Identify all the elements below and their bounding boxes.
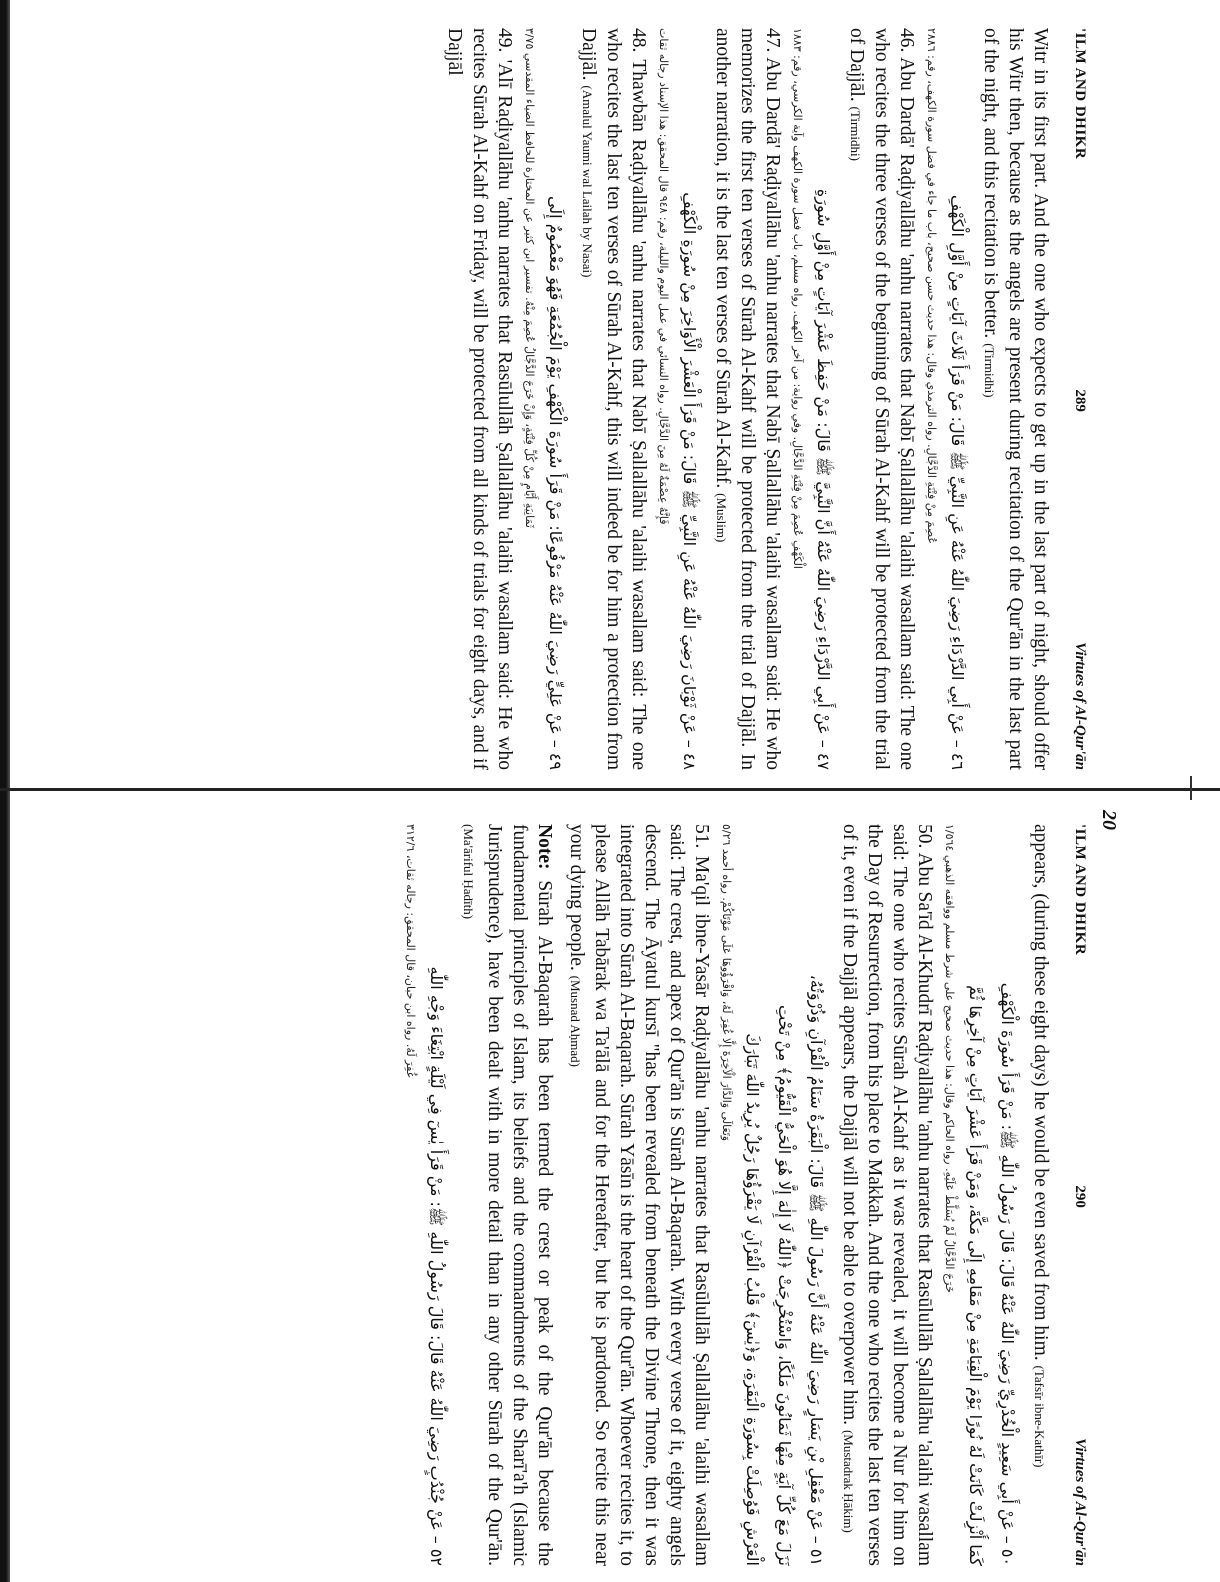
hadith-translation: 51. Ma'qil ibne-Yasār Raḍiyallāhu 'anhu narrates that Rasūlullāh Ṣallallāhu 'alaihi wasallam said: The crest, and apex of Qur'ān is Sūrah Al-Baqarah. With every verse of it, eighty angels descend. The Āyatul kursī "has been revealed from beneath the Divine Throne, then it was integrated into Sūrah Al-Baqarah. Sūrah Yāsīn is the heart of the Qur'ān. Whoever recites it, to please Allāh Tabārak wa Ta'ālā and for the Hereafter, but he is pardoned. So recite this near your dying people. (Musnad Aḥmad)	[566, 824, 712, 1566]
source-citation: (Tirmidhi)	[982, 343, 997, 398]
arabic-hadith: ٤٨ – عَنْ ثَوْبَانَ رَضِيَ اللّٰهُ عَنْهُ عَنِ النَّبِيِّ ﷺ قَالَ: مَنْ قَرَأَ الْعَشْرَ الْأَوَاخِرَ مِنْ سُورَةِ الْكَهْفِ	[680, 192, 699, 770]
arabic-hadith: الْعَرْشِ فَوُصِلَتْ بِسُورَةِ الْبَقَرَةِ، وَ﴿يٰسٓ﴾ قَلْبُ الْقُرْآنِ لَا يَقْرَؤُهَا رَجُلٌ يُرِيدُ اللّٰهَ تَبَارَكَ	[743, 1033, 762, 1566]
arabic-hadith: ٥٠ – عَنْ أَبِي سَعِيدٍ الْخُدْرِيِّ رَضِيَ اللّٰهُ عَنْهُ قَالَ: قَالَ رَسُولُ اللّٰهِ ﷺ: مَنْ قَرَأَ سُورَةَ الْكَهْفِ	[998, 982, 1017, 1566]
arabic-hadith: ٥١ – عَنْ مَعْقِلِ بْنِ يَسَارٍ رَضِيَ اللّٰهُ عَنْهُ أَنَّ رَسُولَ اللّٰهِ ﷺ قَالَ: الْبَقَرَةُ سَنَامُ الْقُرْآنِ وَذُرْوَتُهُ،	[807, 974, 826, 1566]
hadith-translation: 49. 'Alī Raḍiyallāhu 'anhu narrates that Rasūlullāh Ṣallallāhu 'alaihi wasallam said: He who recites Sūrah Al-Kahf on Friday, will be protected from all kinds of trials for eight days, and if Dajjāl	[444, 28, 515, 770]
source-citation: (Ma'āriful Ḥadīth)	[461, 824, 476, 920]
page-header	[1067, 28, 1092, 770]
arabic-hadith: كَمَا أُنْزِلَتْ كَانَتْ لَهُ نُورًا يَوْمَ الْقِيَامَةِ مِنْ مَقَامِهِ إِلَى مَكَّةَ، وَمَنْ قَرَأَ عَشْرَ آيَاتٍ مِنْ آخِرِهَا ثُمَّ	[966, 985, 985, 1566]
paragraph: Witr in its first part. And the one who expects to get up in the last part of night, should offer his Witr then, because as the angels are present during recitation of the Qur'ān in the last part of the night, and this recitation is better. (Tirmidhi)	[980, 28, 1051, 770]
paragraph: appears, (during these eight days) he would be even saved from him. (Tafsīr ibne-Kathīr)	[1030, 824, 1051, 1468]
hadith-translation: 50. Abu Sa'īd Al-Khudrī Raḍiyallāhu 'anhu narrates that Rasūlullāh Ṣallallāhu 'alaihi wasallam said: The one who recites Sūrah Al-Kahf as it was revealed, it will become a Nur for him on the Day of Resurrection, from his place to Makkah. And the one who recites the last ten verses of it, even if the Dajjāl appears, the Dajjāl will not be able to overpower him. (Mustadrak Ḥākim)	[839, 824, 935, 1566]
page-header	[1067, 824, 1092, 1566]
arabic-hadith: ٤٩ – عَنْ عَلِيٍّ رَضِيَ اللّٰهُ عَنْهُ مَرْفُوعًا: مَنْ قَرَأَ سُورَةَ الْكَهْفِ يَوْمَ الْجُمُعَةِ فَهُوَ مَعْصُومٌ إِلَى	[546, 195, 565, 770]
arabic-hadith: ٤٧ – عَنْ أَبِي الدَّرْدَاءِ رَضِيَ اللّٰهُ عَنْهُ أَنَّ النَّبِيَّ ﷺ قَالَ: مَنْ حَفِظَ عَشْرَ آيَاتٍ مِنْ أَوَّلِ سُورَةِ	[814, 188, 833, 770]
page-290	[55, 810, 1100, 1580]
hadith-translation: 48. Thawbān Raḍiyallāhu 'anhu narrates that Nabī Ṣallallāhu 'alaihi wasallam said: The one who recites the last ten verses of Sūrah Al-Kahf, this will indeed be for him a protection from Dajjāl. (Amalul Yaumi wal Lailah by Nasai)	[578, 28, 649, 770]
page-number: 289	[1072, 389, 1088, 412]
source-citation: (Tirmidhi)	[848, 106, 863, 161]
page-divider	[0, 788, 1220, 791]
source-citation: (Amalul Yaumi wal Lailah by Nasai)	[580, 85, 595, 278]
page-289	[55, 14, 1100, 784]
spine-marker: 20	[1098, 810, 1120, 830]
arabic-reference: فَإِنَّهُ عِصْمَةٌ لَهُ مِنَ الدَّجَّالِ. رواه النسائي في عمل اليوم والليلة، رقم: ٩٤٨ قال المحقق: هذا الإسناد رجاله ثقات	[657, 28, 670, 525]
note-label: Note:	[534, 824, 555, 870]
running-head-left: 'ILM AND DHIKR	[1072, 28, 1088, 160]
arabic-reference: الْكَهْفِ عُصِمَ مِنْ فِتْنَةِ الدَّجَّالِ. وفي رواية: من آخر الكهف. رواه مسلم، باب فضل سورة الكهف وآية الكرسي، رقم: ١٨٨٣	[791, 28, 804, 569]
arabic-reference: عُصِمَ مِنْ فِتْنَةِ الدَّجَّالِ. رواه الترمذي وقال: هذا حديث حسن صحيح، باب ما جاء في فضل سورة الكهف، رقم: ٢٨٨٦	[925, 28, 938, 544]
divider-tick	[1190, 776, 1192, 800]
arabic-hadith: ٤٦ – عَنْ أَبِي الدَّرْدَاءِ رَضِيَ اللّٰهُ عَنْهُ عَنِ النَّبِيِّ ﷺ قَالَ: مَنْ قَرَأَ ثَلَاثَ آيَاتٍ مِنْ أَوَّلِ الْكَهْفِ	[948, 194, 967, 770]
running-head-right: Virtues of Al-Qur'ān	[1072, 1438, 1088, 1566]
hadith-translation: 46. Abu Dardā' Raḍiyallāhu 'anhu narrates that Nabī Ṣallallāhu 'alaihi wasallam said: The one who recites the three verses of the beginning of Sūrah Al-Kahf will be protected from the trial of Dajjāl. (Tirmidhi)	[846, 28, 917, 770]
page-number: 290	[1072, 1185, 1088, 1208]
book-spine-shadow	[0, 0, 10, 1582]
arabic-reference: ثَمَانِيَةِ أَيَّامٍ مِنْ كُلِّ فِتْنَةٍ، وَإِنْ خَرَجَ الدَّجَّالُ عُصِمَ مِنْهُ. تفسير ابن كثير عن المختارة للحافظ الضياء المقدسي ٣/٧٥	[523, 28, 536, 528]
arabic-reference: غُفِرَ لَهُ. رواه ابن حبان، قال المحقق: رجاله ثقات، ٣١٢/٦	[404, 824, 417, 1078]
running-head-right: Virtues of Al-Qur'ān	[1072, 642, 1088, 770]
source-citation: (Mustadrak Ḥākim)	[841, 1429, 856, 1533]
source-citation: (Muslim)	[714, 493, 729, 543]
hadith-translation: 47. Abu Dardā' Raḍiyallāhu 'anhu narrates that Nabī Ṣallallāhu 'alaihi wasallam said: He who memorizes the first ten verses of Sūrah Al-Kahf will be protected from the trial of Dajjāl. In another narration, it is the last ten verses of Sūrah Al-Kahf. (Muslim)	[712, 28, 783, 770]
arabic-hadith: نَزَلَ مَعَ كُلِّ آيَةٍ مِنْهَا ثَمَانُونَ مَلَكًا، وَاسْتُخْرِجَتْ ﴿اللّٰهُ لَا إِلٰهَ إِلَّا هُوَ الْحَيُّ الْقَيُّومُ﴾ مِنْ تَحْتِ	[775, 1004, 794, 1566]
running-head-left: 'ILM AND DHIKR	[1072, 824, 1088, 956]
note-paragraph: Note: Sūrah Al-Baqarah has been termed the crest or peak of the Qur'ān because the fundamental principles of Islam, its beliefs and the commandments of the Sharī'a'h (Islamic Jurisprudence), have been dealt with in more detail than in any other Sūrah of the Qur'ān. (Ma'āriful Ḥadīth)	[461, 824, 555, 1566]
arabic-hadith: ٥٢ – عَنْ جُنْدُبٍ رَضِيَ اللّٰهُ عَنْهُ قَالَ: قَالَ رَسُولُ اللّٰهِ ﷺ: مَنْ قَرَأَ يٰسٓ فِي لَيْلَةٍ ابْتِغَاءَ وَجْهِ اللّٰهِ	[427, 966, 446, 1566]
source-citation: (Musnad Aḥmad)	[568, 975, 583, 1067]
arabic-reference: خَرَجَ الدَّجَّالُ لَمْ يُسَلَّطْ عَلَيْهِ. رواه الحاكم وقال: هذا حديث صحيح على شرط مسلم ووافقه الذهبي ١/٥٦٤	[943, 824, 956, 1293]
source-citation: (Tafsīr ibne-Kathīr)	[1032, 1365, 1047, 1468]
arabic-reference: وَتَعَالَى وَالدَّارَ الْآخِرَةَ إِلَّا غُفِرَ لَهُ، وَاقْرَؤُوهَا عَلَى مَوْتَاكُمْ. رواه أحمد ٥/٢٦	[720, 824, 733, 1142]
